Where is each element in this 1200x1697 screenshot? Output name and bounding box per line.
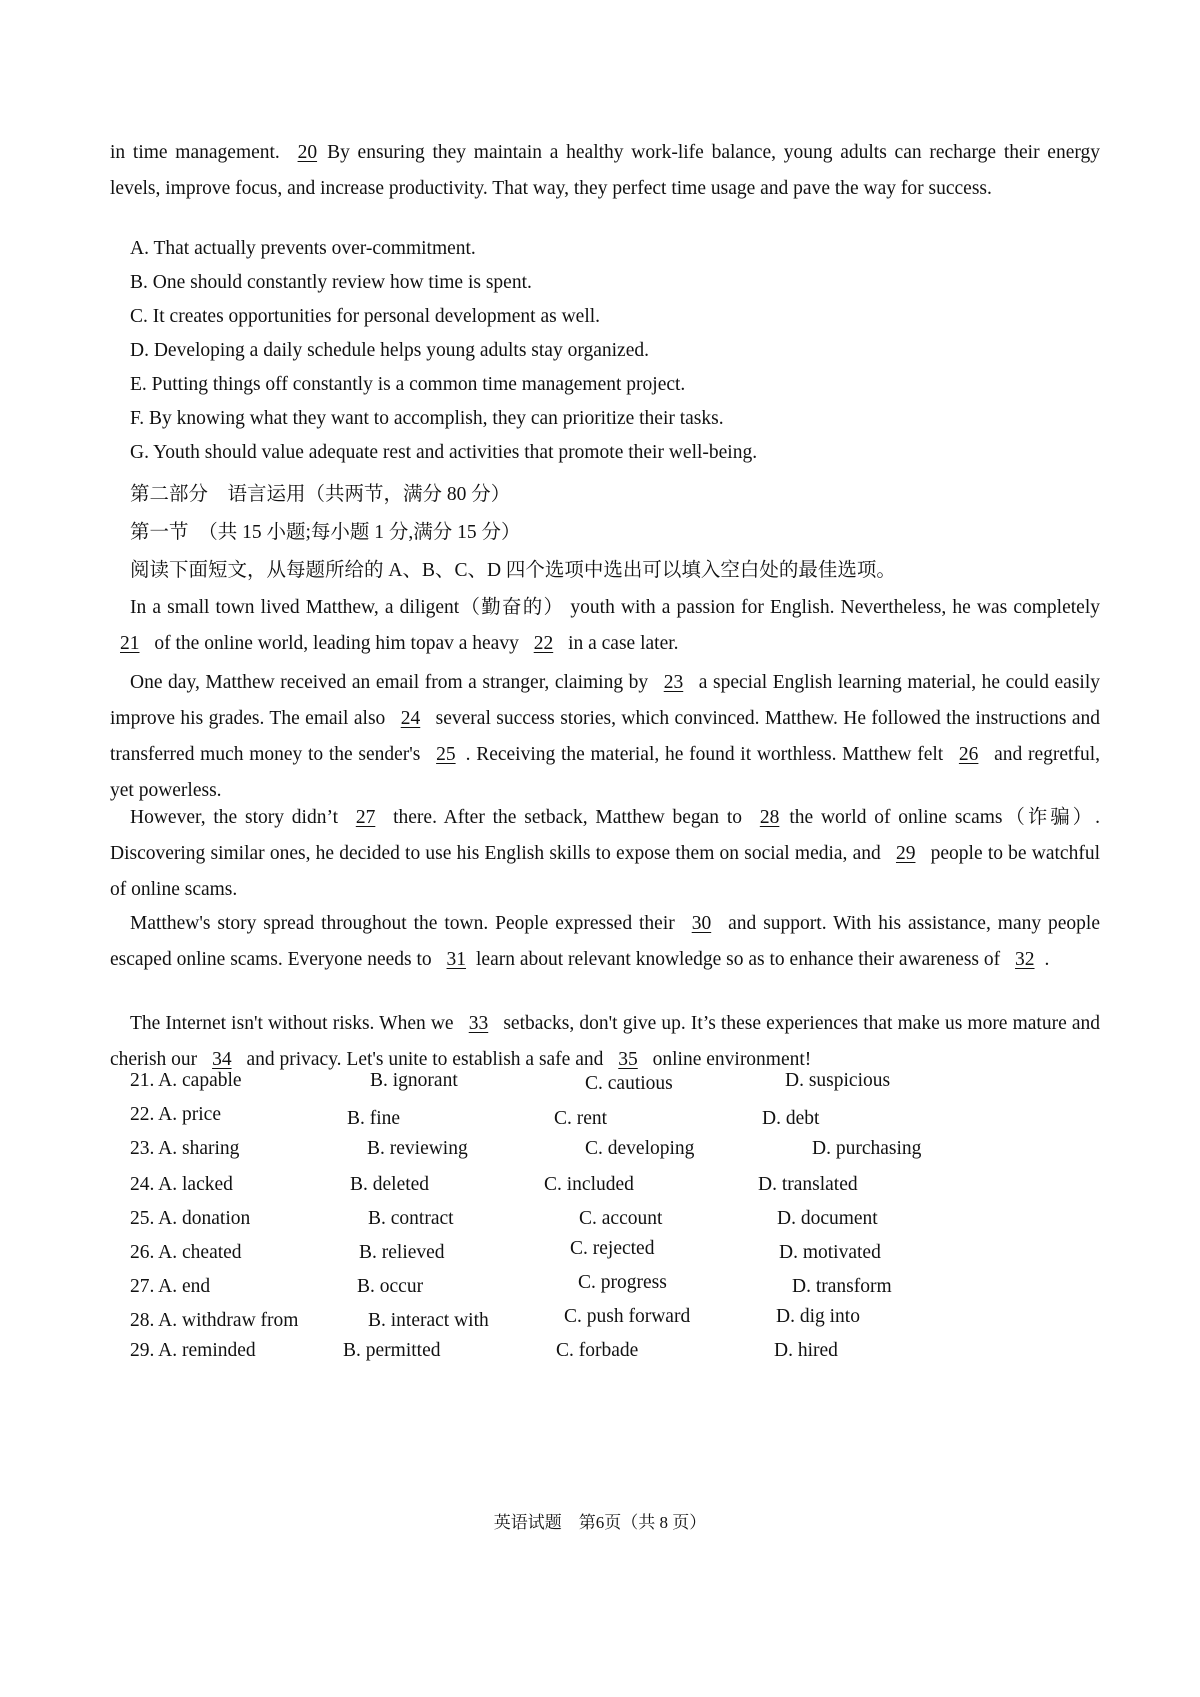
subsection-heading: 第一节 （共 15 小题;每小题 1 分,满分 15 分） xyxy=(130,522,521,543)
choice-d[interactable]: D. suspicious xyxy=(785,1070,891,1091)
choice-c[interactable]: C. rejected xyxy=(570,1238,655,1259)
option-a: A. That actually prevents over-commitment. xyxy=(130,238,476,259)
choice-a[interactable]: 29. A. reminded xyxy=(130,1340,256,1361)
passage-paragraph-5: The Internet isn't without risks. When we 33 setbacks, don't give up. It’s these experiences that make us more mature and cherish our 34 and privacy. Let's unite to establish a safe and 35 online environment! xyxy=(110,1006,1100,1078)
choice-d[interactable]: D. debt xyxy=(762,1108,820,1129)
blank-33[interactable]: 33 xyxy=(468,1013,489,1034)
option-c: C. It creates opportunities for personal development as well. xyxy=(130,306,601,327)
choice-c[interactable]: C. push forward xyxy=(564,1306,691,1327)
choice-c[interactable]: C. developing xyxy=(585,1138,695,1159)
blank-24[interactable]: 24 xyxy=(400,708,421,729)
choice-a[interactable]: 25. A. donation xyxy=(130,1208,251,1229)
choice-b[interactable]: B. reviewing xyxy=(367,1138,468,1159)
choice-a[interactable]: 27. A. end xyxy=(130,1276,211,1297)
choice-a[interactable]: 21. A. capable xyxy=(130,1070,242,1091)
passage-paragraph-4: Matthew's story spread throughout the town. People expressed their 30 and support. With his assistance, many people escaped online scams. Everyone needs to 31 learn about relevant knowledge so as to enhance their awareness of 32 . xyxy=(110,906,1100,978)
choice-b[interactable]: B. fine xyxy=(347,1108,401,1129)
instructions: 阅读下面短文，从每题所给的 A、B、C、D 四个选项中选出可以填入空白处的最佳选项。 xyxy=(130,560,896,581)
choice-c[interactable]: C. account xyxy=(579,1208,663,1229)
choice-c[interactable]: C. forbade xyxy=(556,1340,639,1361)
option-g: G. Youth should value adequate rest and activities that promote their well-being. xyxy=(130,442,758,463)
choice-a[interactable]: 24. A. lacked xyxy=(130,1174,233,1195)
choice-c[interactable]: C. progress xyxy=(578,1272,667,1293)
question-25 xyxy=(130,1208,1090,1238)
option-b: B. One should constantly review how time is spent. xyxy=(130,272,532,293)
choice-b[interactable]: B. permitted xyxy=(343,1340,441,1361)
question-28 xyxy=(130,1306,1090,1340)
blank-25[interactable]: 25 xyxy=(436,744,456,765)
question-23 xyxy=(130,1138,1090,1168)
option-e: E. Putting things off constantly is a common time management project. xyxy=(130,374,686,395)
choice-d[interactable]: D. purchasing xyxy=(812,1138,922,1159)
option-f: F. By knowing what they want to accomplish, they can prioritize their tasks. xyxy=(130,408,724,429)
choice-a[interactable]: 23. A. sharing xyxy=(130,1138,240,1159)
option-d: D. Developing a daily schedule helps young adults stay organized. xyxy=(130,340,649,361)
choice-d[interactable]: D. translated xyxy=(758,1174,858,1195)
blank-30[interactable]: 30 xyxy=(691,913,712,934)
blank-23[interactable]: 23 xyxy=(663,672,684,693)
blank-27[interactable]: 27 xyxy=(355,807,376,828)
blank-21[interactable]: 21 xyxy=(120,633,140,654)
choice-b[interactable]: B. contract xyxy=(368,1208,454,1229)
choice-b[interactable]: B. interact with xyxy=(368,1310,489,1331)
blank-35[interactable]: 35 xyxy=(618,1049,638,1070)
passage-paragraph-2: One day, Matthew received an email from a stranger, claiming by 23 a special English learning material, he could easily improve his grades. The email also 24 several success stories, which convinced. Matthew. He followed the instructions and transferred much money to the sender's 25 . Receiving the material, he found it worthless. Matthew felt 26 and regretful, yet powerless. xyxy=(110,665,1100,809)
blank-20[interactable]: 20 xyxy=(297,142,318,163)
choice-d[interactable]: D. hired xyxy=(774,1340,838,1361)
choice-d[interactable]: D. document xyxy=(777,1208,878,1229)
passage-paragraph-1: In a small town lived Matthew, a diligent（勤奋的） youth with a passion for English. Nevertheless, he was completely 21 of the online world, leading him topav a heavy 22 in a case later. xyxy=(110,590,1100,662)
blank-29[interactable]: 29 xyxy=(895,843,916,864)
blank-22[interactable]: 22 xyxy=(533,633,554,654)
blank-34[interactable]: 34 xyxy=(212,1049,232,1070)
choice-b[interactable]: B. occur xyxy=(357,1276,424,1297)
passage-paragraph-3: However, the story didn’t 27 there. After the setback, Matthew began to 28 the world of online scams（诈骗）. Discovering similar ones, he decided to use his English skills to expose them on social media, and 29 people to be watchful of online scams. xyxy=(110,800,1100,908)
section-heading: 第二部分 语言运用（共两节，满分 80 分） xyxy=(130,484,511,505)
choice-c[interactable]: C. rent xyxy=(554,1108,608,1129)
choice-a[interactable]: 22. A. price xyxy=(130,1104,221,1125)
choice-a[interactable]: 26. A. cheated xyxy=(130,1242,242,1263)
choice-d[interactable]: D. transform xyxy=(792,1276,892,1297)
choice-c[interactable]: C. cautious xyxy=(585,1073,673,1094)
question-21 xyxy=(130,1070,1090,1100)
blank-26[interactable]: 26 xyxy=(958,744,979,765)
question-22 xyxy=(130,1104,1090,1134)
question-29 xyxy=(130,1340,1090,1370)
choice-b[interactable]: B. deleted xyxy=(350,1174,430,1195)
choice-b[interactable]: B. relieved xyxy=(359,1242,445,1263)
paragraph-continued: in time management. 20 By ensuring they maintain a healthy work-life balance, young adults can recharge their energy levels, improve focus, and increase productivity. That way, they perfect time usage and pave the way for success. xyxy=(110,135,1100,207)
choice-d[interactable]: D. motivated xyxy=(779,1242,881,1263)
choice-a[interactable]: 28. A. withdraw from xyxy=(130,1310,299,1331)
question-27 xyxy=(130,1272,1090,1306)
choice-b[interactable]: B. ignorant xyxy=(370,1070,458,1091)
choice-d[interactable]: D. dig into xyxy=(776,1306,860,1327)
blank-32[interactable]: 32 xyxy=(1015,949,1035,970)
blank-28[interactable]: 28 xyxy=(759,807,780,828)
question-24 xyxy=(130,1174,1090,1204)
choice-c[interactable]: C. included xyxy=(544,1174,634,1195)
question-26 xyxy=(130,1238,1090,1272)
blank-31[interactable]: 31 xyxy=(446,949,467,970)
page-footer: 英语试题 第6页（共 8 页） xyxy=(493,1513,707,1532)
